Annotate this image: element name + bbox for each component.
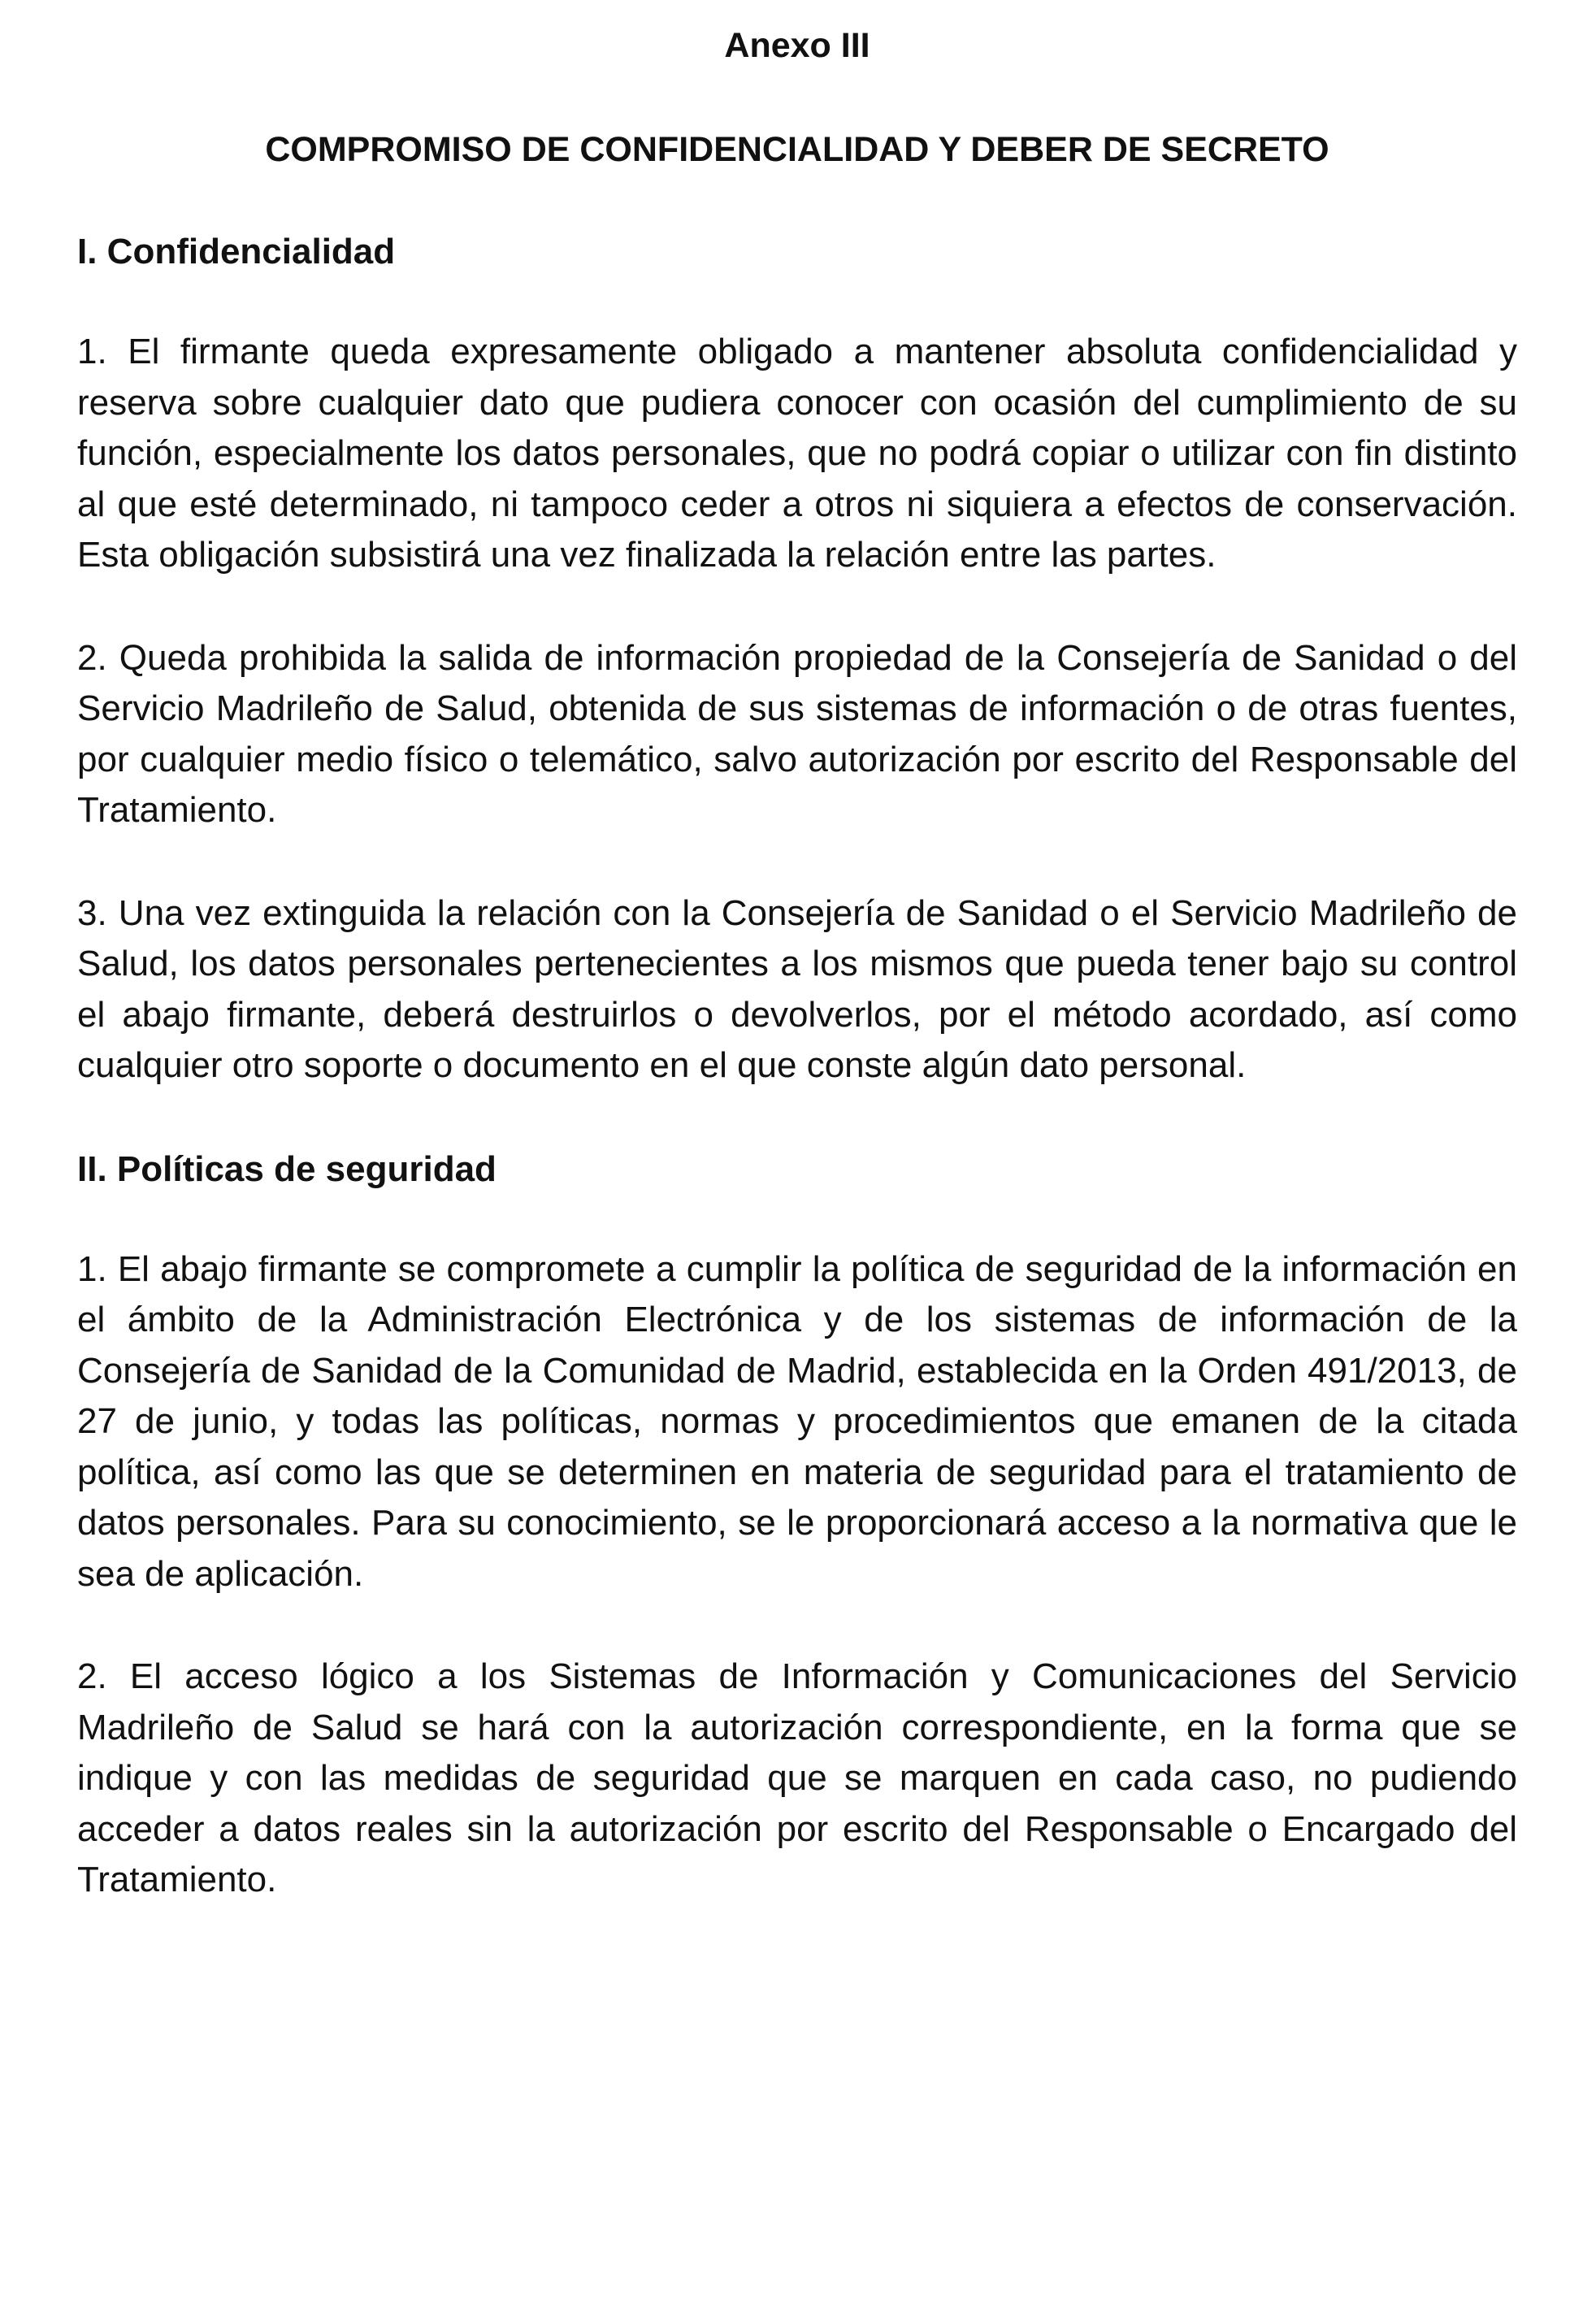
document-title: COMPROMISO DE CONFIDENCIALIDAD Y DEBER DE SECRETO	[265, 130, 1329, 169]
paragraph: 3. Una vez extinguida la relación con la Consejería de Sanidad o el Servicio Madrileño de Salud, los datos personales pertenecientes a los mismos que pueda tener bajo su control el abajo firmante, deberá destruirlos o devolverlos, por el método acordado, así como cualquier otro soporte o documento en el que conste algún dato personal.	[77, 892, 1517, 1085]
section-politicas-de-seguridad	[77, 1144, 1517, 1906]
annex-title: Anexo III	[724, 26, 870, 65]
paragraph: 1. El abajo firmante se compromete a cumplir la política de seguridad de la información en el ámbito de la Administración Electrónica y de los sistemas de información de la Consejería de Sanidad de la Comunidad de Madrid, establecida en la Orden 491/2013, de 27 de junio, y todas las políticas, normas y procedimientos que emanen de la citada política, así como las que se determinen en materia de seguridad para el tratamiento de datos personales. Para su conocimiento, se le proporcionará acceso a la normativa que le sea de aplicación.	[77, 1248, 1517, 1594]
document-body	[77, 23, 1517, 1906]
paragraph: 2. Queda prohibida la salida de información propiedad de la Consejería de Sanidad o del Servicio Madrileño de Salud, obtenida de sus sistemas de información o de otras fuentes, por cualquier medio físico o telemático, salvo autorización por escrito del Responsable del Tratamiento.	[77, 637, 1517, 830]
paragraph: 1. El firmante queda expresamente obligado a mantener absoluta confidencialidad y reserva sobre cualquier dato que pudiera conocer con ocasión del cumplimiento de su función, especialmente los datos personales, que no podrá copiar o utilizar con fin distinto al que esté determinado, ni tampoco ceder a otros ni siquiera a efectos de conservación. Esta obligación subsistirá una vez finalizada la relación entre las partes.	[77, 332, 1517, 575]
paragraph: 2. El acceso lógico a los Sistemas de Información y Comunicaciones del Servicio Madrileño de Salud se hará con la autorización correspondiente, en la forma que se indique y con las medidas de seguridad que se marquen en cada caso, no pudiendo acceder a datos reales sin la autorización por escrito del Responsable o Encargado del Tratamiento.	[77, 1656, 1517, 1899]
section-heading: I. Confidencialidad	[77, 232, 396, 271]
section-confidencialidad	[77, 226, 1517, 1092]
section-heading: II. Políticas de seguridad	[77, 1148, 497, 1189]
